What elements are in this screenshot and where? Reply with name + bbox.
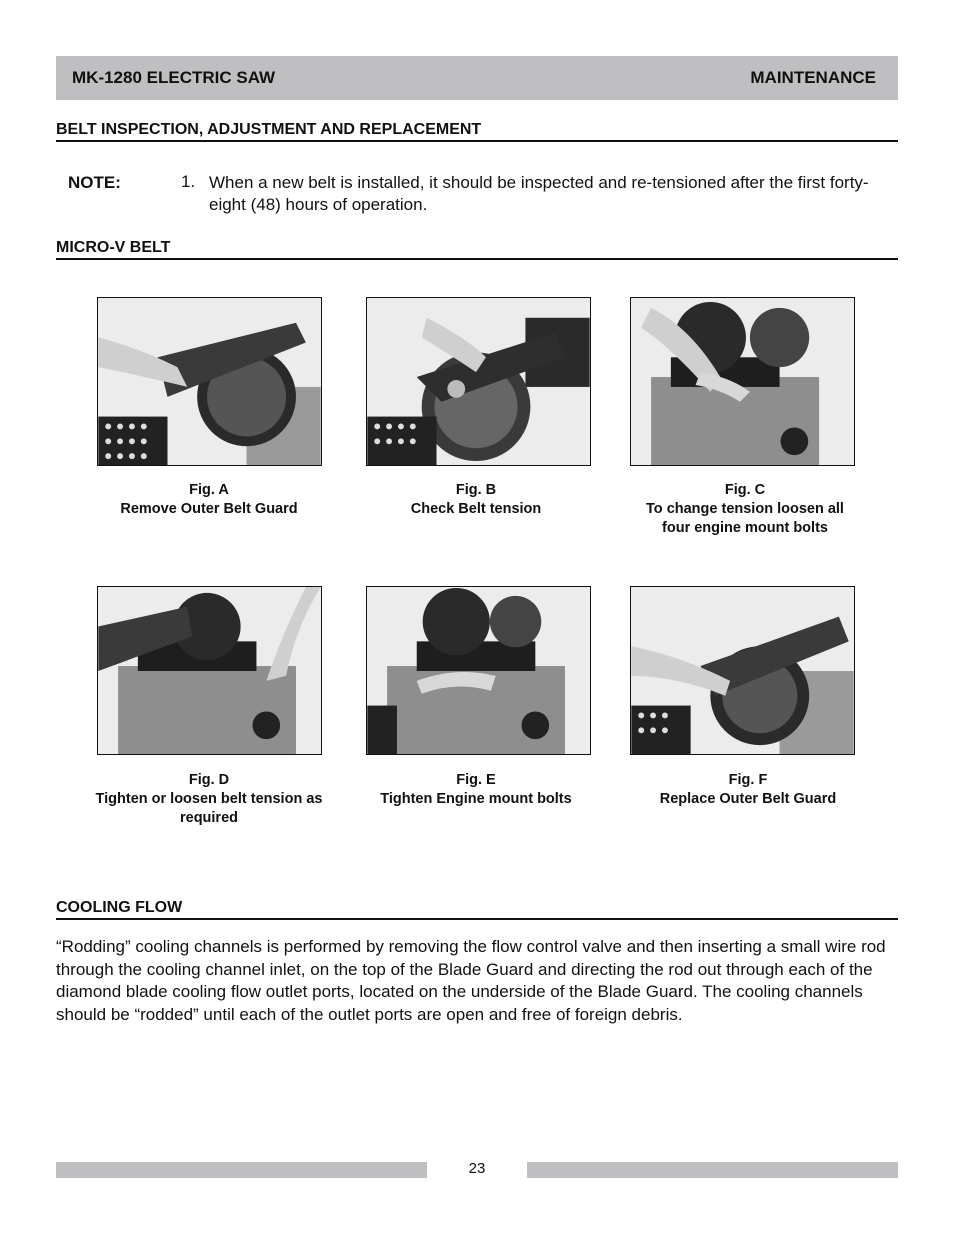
figure-c-caption [610, 481, 880, 538]
figure-e-photo [366, 586, 591, 755]
figure-d-photo [97, 586, 322, 755]
saw-belt-guard-removal-image [98, 298, 321, 465]
figure-a-photo [97, 297, 322, 466]
figure-e-caption [341, 771, 611, 809]
figure-a-caption [74, 481, 344, 519]
figure-b-caption [341, 481, 611, 519]
figure-d-label: Fig. D [188, 772, 230, 788]
belt-tension-adjust-image [98, 587, 321, 754]
figure-c-label: Fig. C [724, 482, 766, 498]
figure-c-photo [630, 297, 855, 466]
figure-f-caption [613, 771, 883, 809]
figure-f-photo [630, 586, 855, 755]
note-number: 1. [181, 172, 196, 191]
figure-b-text: Check Belt tension [410, 501, 542, 517]
figure-b-label: Fig. B [455, 482, 497, 498]
engine-mount-bolts-loosen-image [631, 298, 854, 465]
engine-mount-bolts-tighten-image [367, 587, 590, 754]
cooling-flow-paragraph: “Rodding” cooling channels is performed by removing the flow control valve and then inserting a small wire rod through the cooling channel inlet, on the top of the Blade Guard and directing the rod out through each of the diamond blade cooling flow outlet ports, located on the underside of the Blade Guard. The cooling channels should be “rodded” until each of the outlet ports are open and free of foreign debris. [56, 937, 886, 1024]
figure-f-text: Replace Outer Belt Guard [659, 791, 837, 807]
section-title-cooling-flow: COOLING FLOW [56, 899, 898, 920]
figure-e-label: Fig. E [456, 772, 496, 788]
figure-e-text: Tighten Engine mount bolts [380, 791, 572, 807]
figure-a-label: Fig. A [189, 482, 229, 498]
belt-guard-replace-image [631, 587, 854, 754]
footer-bar-left [56, 1162, 427, 1178]
note-label: NOTE: [68, 173, 121, 192]
section-title-micro-v-belt: MICRO-V BELT [56, 239, 898, 260]
page-header [56, 56, 898, 100]
section-title-belt-inspection: BELT INSPECTION, ADJUSTMENT AND REPLACEMENT [56, 121, 898, 142]
page-number: 23 [468, 1160, 486, 1177]
figure-f-label: Fig. F [728, 772, 768, 788]
figure-b-photo [366, 297, 591, 466]
note-text: When a new belt is installed, it should be inspected and re-tensioned after the first forty-eight (48) hours of operation. [209, 173, 869, 214]
footer-bar-right [527, 1162, 898, 1178]
header-section-title: MAINTENANCE [750, 68, 876, 87]
header-product-title: MK-1280 ELECTRIC SAW [72, 68, 276, 87]
figure-c-text: To change tension loosen all four engine mount bolts [646, 501, 844, 536]
figure-d-text: Tighten or loosen belt tension as required [95, 791, 323, 826]
figure-d-caption [74, 771, 344, 828]
saw-belt-tension-check-image [367, 298, 590, 465]
figure-a-text: Remove Outer Belt Guard [120, 501, 298, 517]
